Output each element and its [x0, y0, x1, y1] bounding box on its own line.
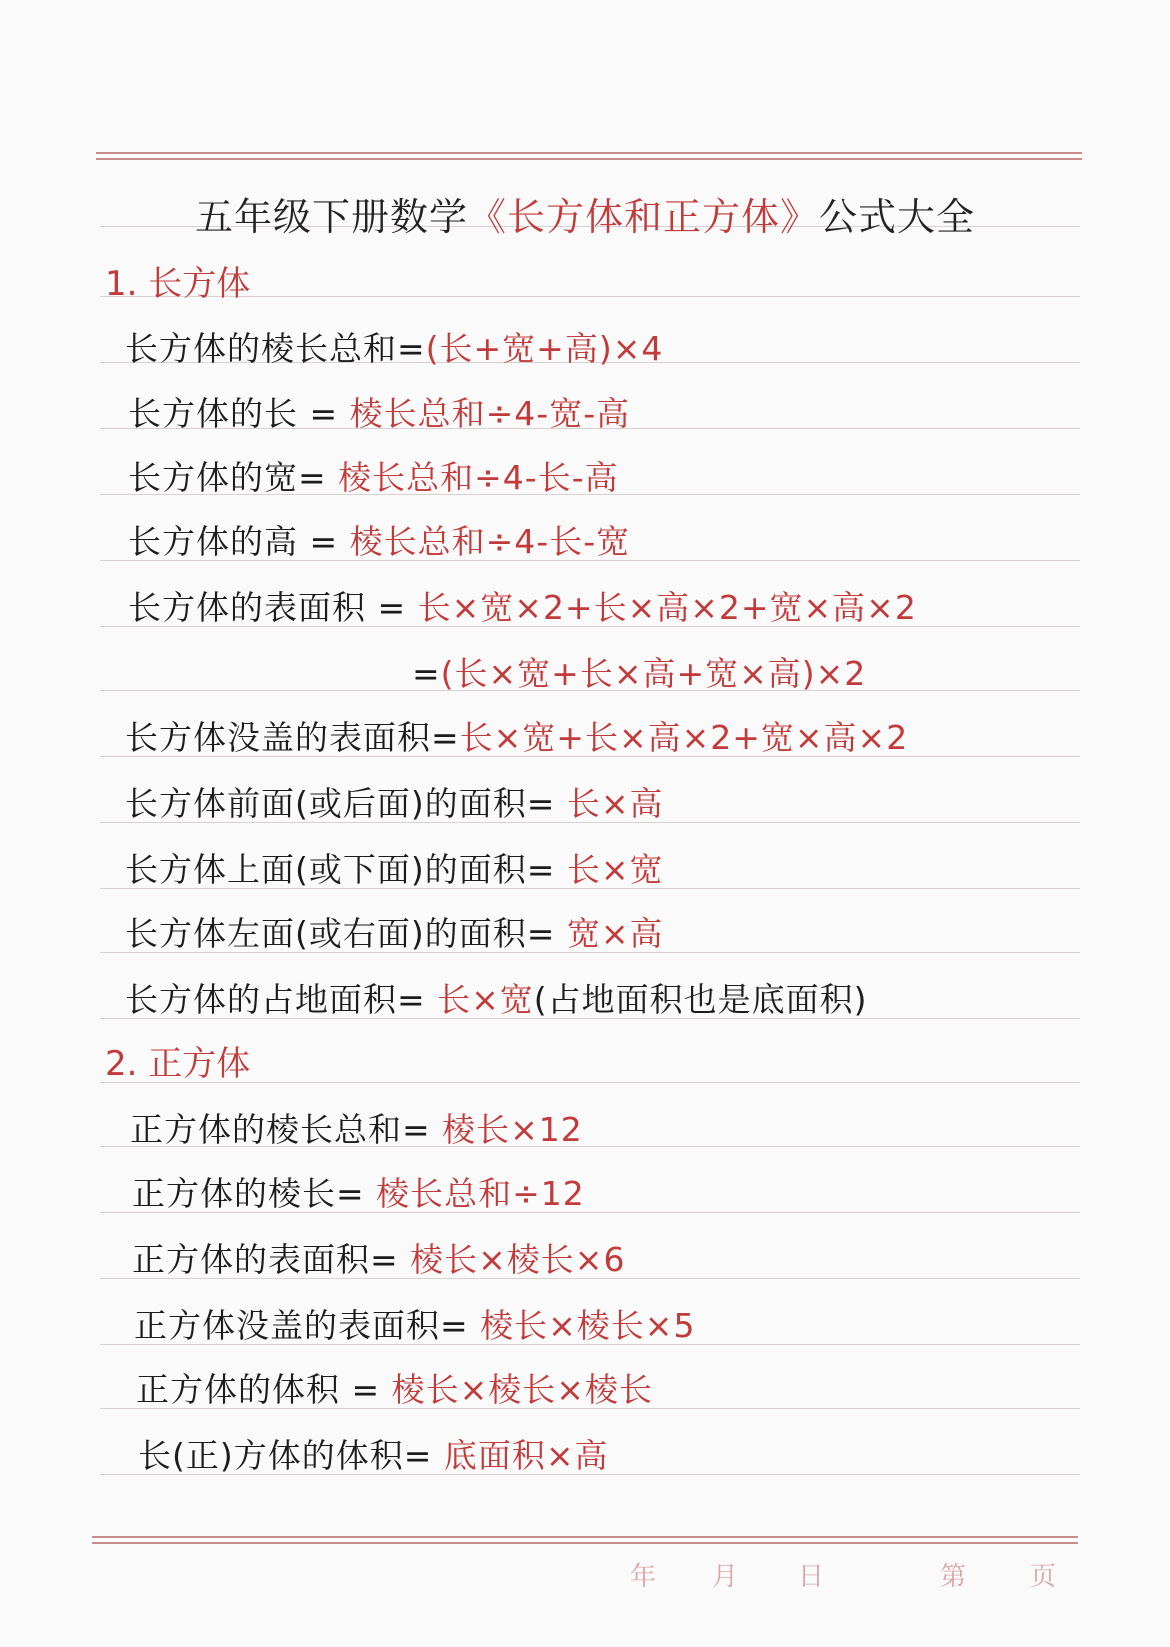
footer-month: 月	[712, 1562, 739, 1592]
formula-rhs: 棱长×棱长×5	[480, 1306, 696, 1345]
formula-rhs: 棱长×12	[442, 1110, 583, 1149]
formula-line	[130, 1104, 583, 1151]
formula-line	[125, 844, 664, 891]
formula-rhs: 棱长总和÷4-宽-高	[349, 394, 631, 433]
formula-lhs: 长方体没盖的表面积=	[125, 718, 460, 757]
formula-rhs: 底面积×高	[443, 1436, 609, 1475]
formula-lhs: 正方体没盖的表面积=	[134, 1306, 481, 1345]
formula-rhs: 棱长总和÷4-长-宽	[349, 522, 631, 561]
page-title	[0, 186, 1170, 241]
formula-rhs: 长×高	[566, 784, 664, 823]
formula-lhs: 长方体的宽=	[128, 458, 339, 497]
formula-rhs: 长×宽×2+长×高×2+宽×高×2	[417, 588, 917, 627]
top-border-line-2	[96, 158, 1082, 160]
formula-rhs: 宽×高	[566, 914, 664, 953]
formula-line	[125, 974, 868, 1021]
formula-rhs: 长×宽	[437, 980, 534, 1019]
bottom-border-line	[92, 1536, 1078, 1538]
bottom-border-line-2	[92, 1542, 1078, 1544]
footer-page-suffix: 页	[1030, 1562, 1057, 1592]
formula-lhs: 长方体前面(或后面)的面积=	[125, 784, 567, 823]
formula-line	[128, 582, 917, 629]
formula-lhs: 长方体上面(或下面)的面积=	[125, 850, 567, 889]
formula-rhs: (长+宽+高)×4	[425, 329, 664, 368]
footer-page-prefix: 第	[940, 1562, 967, 1592]
title-suffix: 公式大全	[819, 195, 976, 239]
footer-day: 日	[798, 1562, 825, 1592]
formula-lhs: 长方体的棱长总和=	[125, 329, 426, 368]
formula-lhs: 长方体的高 =	[128, 522, 350, 561]
footer-year: 年	[630, 1562, 657, 1592]
formula-line	[125, 908, 664, 955]
formula-rhs: 棱长总和÷4-长-高	[338, 458, 619, 497]
formula-rhs: 棱长×棱长×6	[410, 1240, 626, 1279]
formula-note: (占地面积也是底面积)	[533, 980, 868, 1019]
formula-line	[134, 1300, 695, 1347]
formula-line	[125, 712, 908, 759]
formula-lhs: 长方体左面(或右面)的面积=	[125, 914, 567, 953]
formula-lhs: =	[412, 654, 441, 693]
formula-line	[128, 388, 630, 435]
formula-line	[412, 648, 866, 695]
formula-rhs: 棱长×棱长×棱长	[391, 1370, 653, 1409]
formula-line	[125, 323, 663, 370]
section-heading-cube: 2. 正方体	[105, 1044, 251, 1084]
formula-lhs: 长方体的表面积 =	[128, 588, 418, 627]
formula-line	[132, 1234, 625, 1281]
formula-line	[128, 452, 619, 499]
formula-rhs: 长×宽	[566, 850, 664, 889]
formula-line	[136, 1364, 653, 1411]
formula-line	[138, 1430, 609, 1477]
section-heading-cuboid: 1. 长方体	[105, 264, 251, 304]
formula-lhs: 长(正)方体的体积=	[138, 1436, 444, 1475]
formula-line	[132, 1168, 585, 1215]
formula-line	[128, 516, 630, 563]
formula-rhs: (长×宽+长×高+宽×高)×2	[440, 654, 867, 693]
title-book-name: 《长方体和正方体》	[467, 195, 819, 239]
formula-line	[125, 778, 664, 825]
title-prefix: 五年级下册数学	[194, 195, 468, 239]
formula-lhs: 正方体的表面积=	[132, 1240, 411, 1279]
formula-rhs: 棱长总和÷12	[376, 1174, 585, 1213]
formula-rhs: 长×宽+长×高×2+宽×高×2	[459, 718, 909, 757]
formula-lhs: 正方体的棱长=	[132, 1174, 377, 1213]
top-border-line	[96, 152, 1082, 154]
formula-lhs: 正方体的棱长总和=	[130, 1110, 443, 1149]
formula-lhs: 长方体的占地面积=	[125, 980, 438, 1019]
formula-lhs: 正方体的体积 =	[136, 1370, 392, 1409]
formula-lhs: 长方体的长 =	[128, 394, 350, 433]
